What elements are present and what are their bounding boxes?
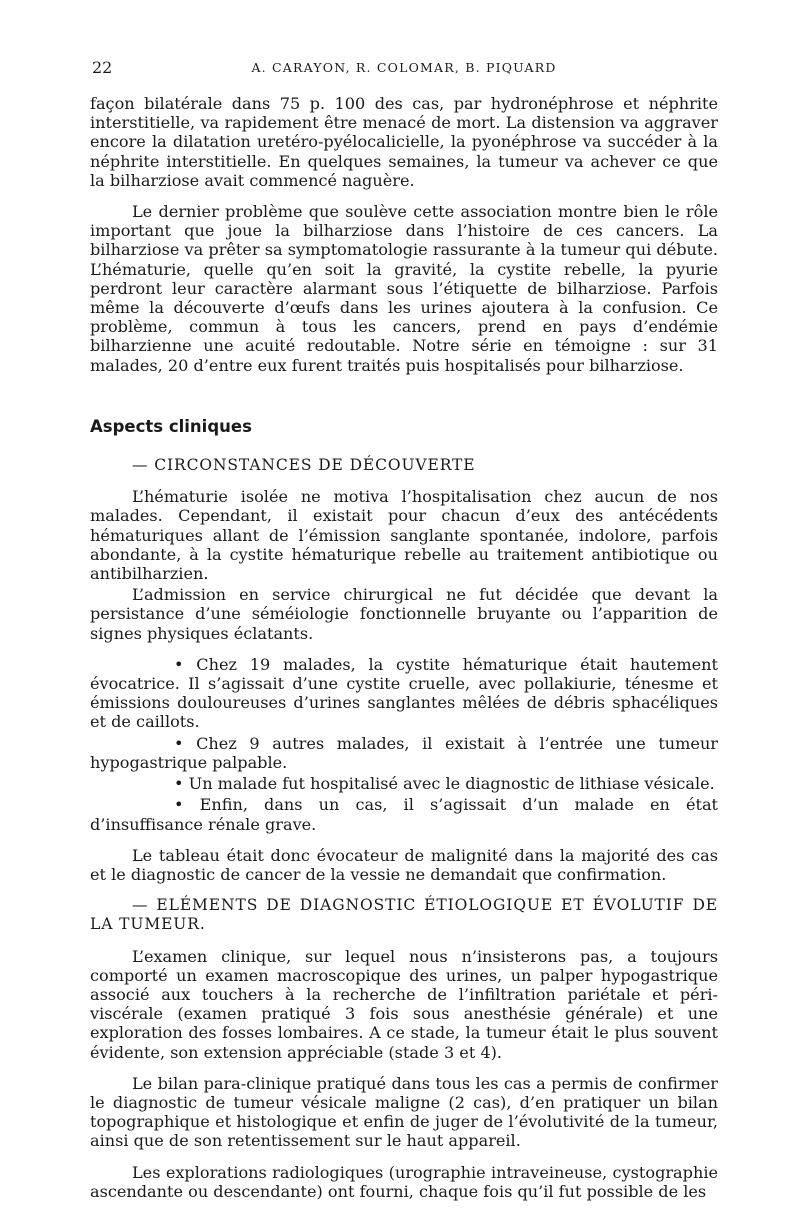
subsection-title: — ELÉMENTS DE DIAGNOSTIC ÉTIOLOGIQUE ET ÉVOLUTIF DE LA TUMEUR. bbox=[90, 896, 718, 934]
page-number: 22 bbox=[92, 58, 113, 77]
bullet-item bbox=[90, 655, 718, 732]
bullet-text: Un malade fut hospitalisé avec le diagnostic de lithiase vésicale. bbox=[188, 774, 715, 794]
body-text bbox=[90, 94, 718, 1213]
bullet-icon: • bbox=[174, 795, 184, 815]
page-header bbox=[90, 58, 718, 82]
bullet-text: Enfin, dans un cas, il s’agissait d’un malade en état d’insuffisance rénale grave. bbox=[90, 795, 719, 834]
paragraph: façon bilatérale dans 75 p. 100 des cas, par hydronéphrose et néphrite interstitielle, va rapidement être menacé de mort. La distension va aggraver encore la dilatation uretéro-pyélocalicielle, la pyonéphrose va succéder à la néphrite interstitielle. En quelques semaines, la tumeur va achever ce que la bilharziose avait commencé naguère. bbox=[90, 94, 718, 190]
paragraph: Le bilan para-clinique pratiqué dans tous les cas a permis de confirmer le diagnostic de tumeur vésicale maligne (2 cas), d’en pratiquer un bilan topographique et histologique et enfin de juger de l’évolutivité de la tumeur, ainsi que de son retentissement sur le haut appareil. bbox=[90, 1073, 718, 1151]
bullet-text: Chez 19 malades, la cystite hématurique était hautement évocatrice. Il s’agissait d’une cystite cruelle, avec pollakiurie, ténesme et émissions douloureuses d’urines sanglantes mêlées de débris sphacéliques et de caillots. bbox=[90, 654, 718, 732]
bullet-item bbox=[90, 795, 718, 833]
paragraph: L’examen clinique, sur lequel nous n’insisterons pas, a toujours comporté un examen macroscopique des urines, un palper hypogastrique associé aux touchers à la recherche de l’infiltration pariétale et péri-viscérale (examen pratiqué 3 fois sous anesthésie générale) et une exploration des fosses lombaires. A ce stade, la tumeur était le plus souvent évidente, son extension appréciable (stade 3 et 4). bbox=[90, 946, 718, 1062]
bullet-item bbox=[90, 734, 718, 772]
paragraph: L’admission en service chirurgical ne fut décidée que devant la persistance d’une séméiologie fonctionnelle bruyante ou l’apparition de signes physiques éclatants. bbox=[90, 585, 718, 643]
bullet-icon: • bbox=[174, 774, 184, 794]
bullet-item bbox=[90, 774, 718, 793]
subsection-title: — CIRCONSTANCES DE DÉCOUVERTE bbox=[132, 456, 476, 475]
bullet-icon: • bbox=[174, 733, 184, 753]
paragraph: Les explorations radiologiques (urographie intraveineuse, cystographie ascendante ou descendante) ont fourni, chaque fois qu’il fut possible de les bbox=[90, 1162, 718, 1201]
section-title: Aspects cliniques bbox=[90, 416, 252, 436]
running-head-authors: A. CARAYON, R. COLOMAR, B. PIQUARD bbox=[251, 60, 557, 75]
paragraph: L’hématurie isolée ne motiva l’hospitalisation chez aucun de nos malades. Cependant, il existait pour chacun d’eux des antécédents hématuriques allant de l’émission sanglante spontanée, indolore, parfois abondante, à la cystite hématurique rebelle au traitement antibiotique ou antibilharzien. bbox=[90, 487, 718, 584]
bullet-icon: • bbox=[174, 654, 184, 674]
paragraph: Le tableau était donc évocateur de malignité dans la majorité des cas et le diagnostic de cancer de la vessie ne demandait que confirmation. bbox=[90, 845, 718, 884]
paragraph: Le dernier problème que soulève cette association montre bien le rôle important que joue la bilharziose dans l’histoire de ces cancers. La bilharziose va prêter sa symptomatologie rassurante à la tumeur qui débute. L’hématurie, quelle qu’en soit la gravité, la cystite rebelle, la pyurie perdront leur caractère alarmant sous l’étiquette de bilharziose. Parfois même la découverte d’œufs dans les urines ajoutera à la confusion. Ce problème, commun à tous les cancers, prend en pays d’endémie bilharzienne une acuité redoutable. Notre série en témoigne : sur 31 malades, 20 d’entre eux furent traités puis hospitalisés pour bilharziose. bbox=[90, 202, 718, 375]
bullet-text: Chez 9 autres malades, il existait à l’entrée une tumeur hypogastrique palpable. bbox=[90, 733, 718, 772]
